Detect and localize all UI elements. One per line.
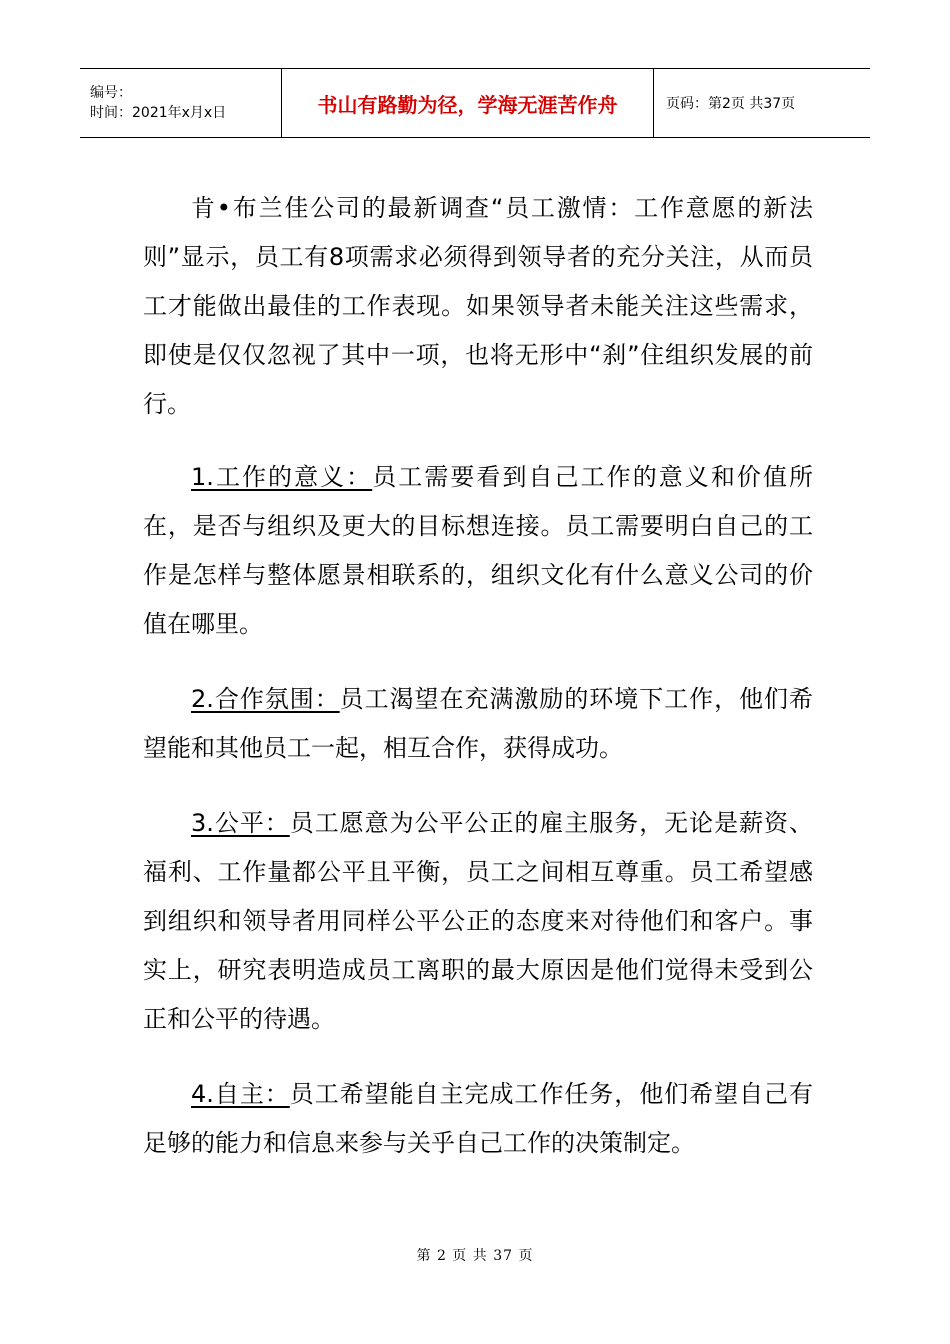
header-page-info [654, 69, 870, 137]
page-info-text: 页码：第2页 共37页 [666, 96, 796, 112]
need-item-1 [143, 453, 813, 649]
need-item-4 [143, 1070, 813, 1168]
need-item-2 [143, 675, 813, 773]
need-item-text: 员工渴望在充满激励的环境下工作，他们希望能和其他员工一起，相互合作，获得成功。 [143, 685, 813, 762]
need-item-title: 1.工作的意义： [191, 463, 373, 491]
need-item-text: 员工希望能自主完成工作任务，他们希望自己有足够的能力和信息来参与关乎自己工作的决策制定。 [143, 1080, 813, 1157]
document-date: 时间：2021年x月x日 [90, 105, 227, 121]
need-item-title: 2.合作氛围： [191, 685, 340, 713]
document-body [143, 184, 813, 1194]
need-item-title: 3.公平： [191, 809, 290, 837]
motto-text: 书山有路勤为径，学海无涯苦作舟 [317, 92, 618, 117]
page-header [80, 68, 870, 138]
need-item-text: 员工需要看到自己工作的意义和价值所在，是否与组织及更大的目标想连接。员工需要明白自己的工作是怎样与整体愿景相联系的，组织文化有什么意义公司的价值在哪里。 [143, 463, 813, 638]
document-number-label: 编号： [90, 85, 132, 101]
header-meta [80, 69, 282, 137]
page-footer [0, 1245, 950, 1265]
need-item-text: 员工愿意为公平公正的雇主服务，无论是薪资、福利、工作量都公平且平衡，员工之间相互尊重。员工希望感到组织和领导者用同样公平公正的态度来对待他们和客户。事实上，研究表明造成员工离职的最大原因是他们觉得未受到公正和公平的待遇。 [143, 809, 813, 1033]
footer-page-number: 第 2 页 共 37 页 [416, 1248, 534, 1264]
header-motto [282, 69, 654, 137]
need-item-3 [143, 799, 813, 1044]
need-item-title: 4.自主： [191, 1080, 290, 1108]
intro-paragraph: 肯•布兰佳公司的最新调查“员工激情：工作意愿的新法则”显示，员工有8项需求必须得到领导者的充分关注，从而员工才能做出最佳的工作表现。如果领导者未能关注这些需求，即使是仅仅忽视了其中一项，也将无形中“刹”住组织发展的前行。 [143, 194, 813, 418]
